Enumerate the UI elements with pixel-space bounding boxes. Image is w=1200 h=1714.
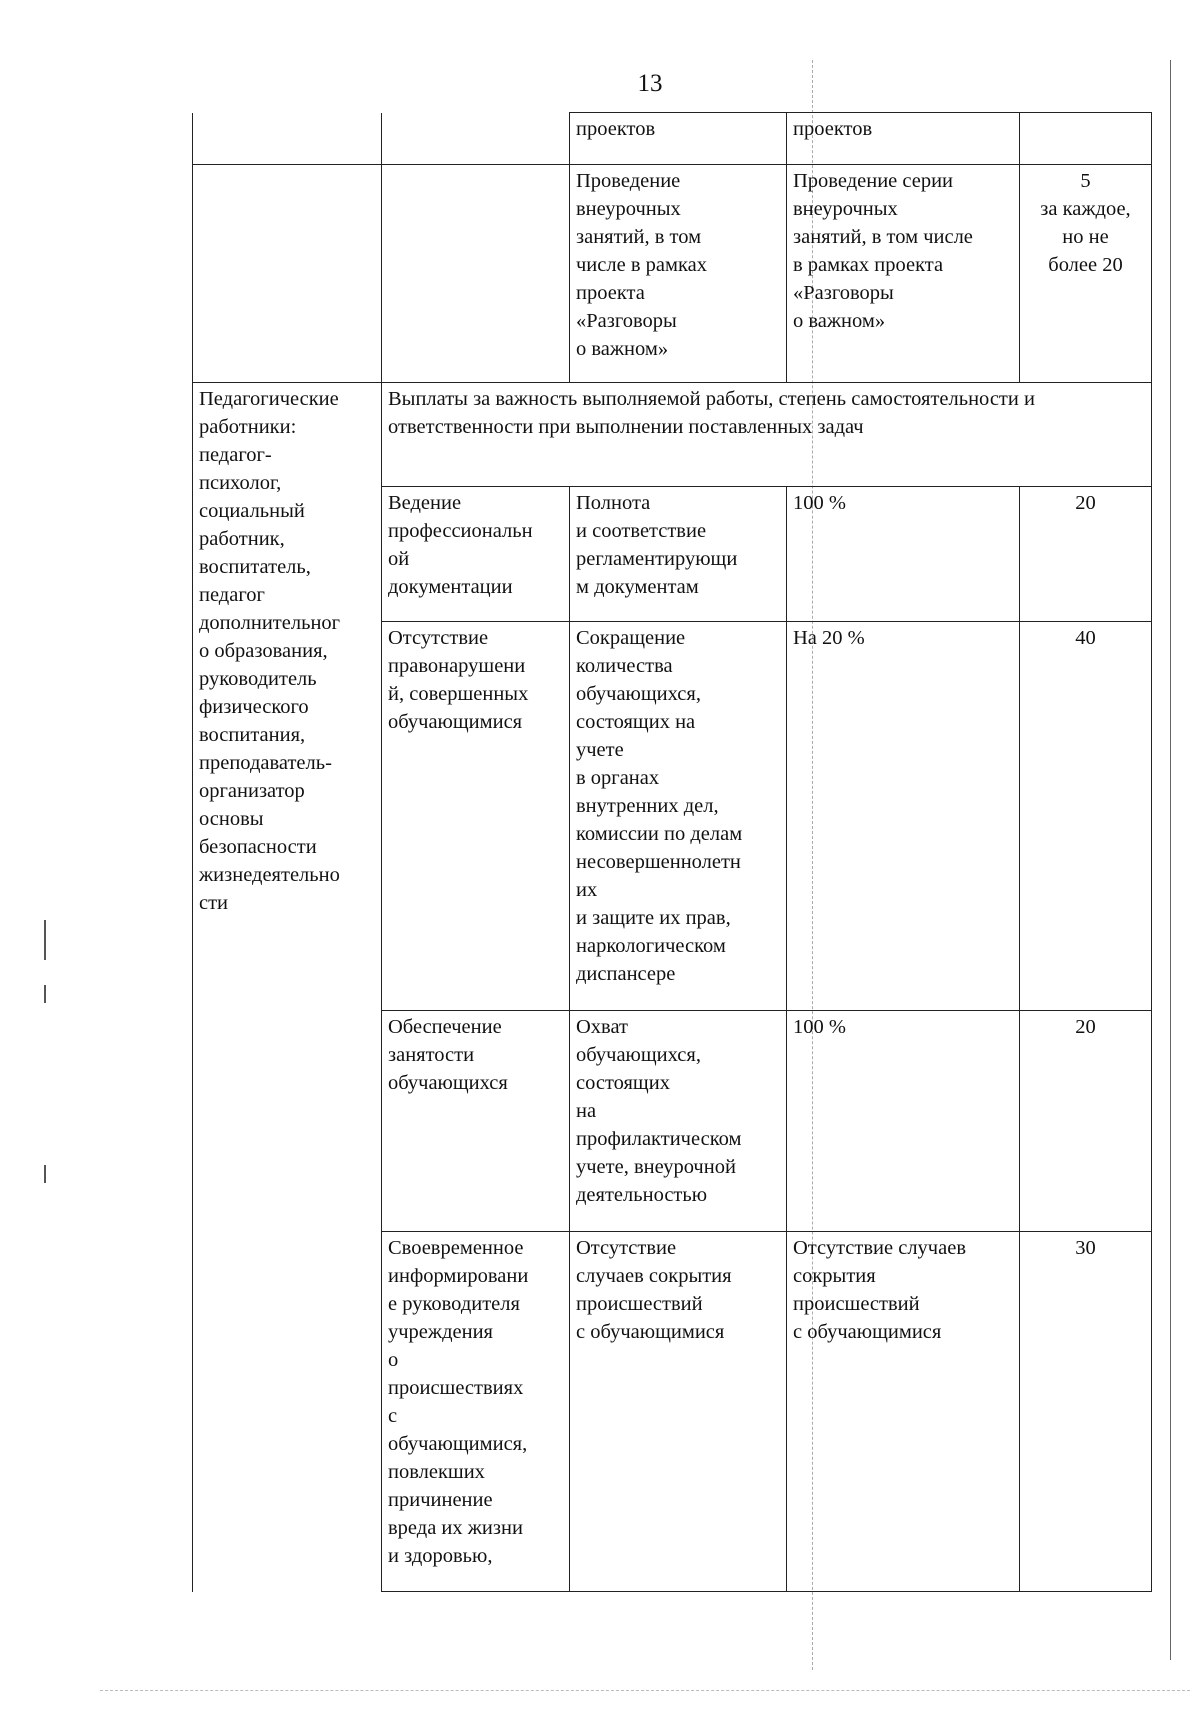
table-cell: Отсутствие правонарушени й, совершенных обучающимися <box>382 622 570 1011</box>
table-cell: 20 <box>1020 1011 1152 1232</box>
criteria-table <box>192 112 1152 1592</box>
page-number: 13 <box>637 70 663 97</box>
table-cell: проектов <box>787 113 1020 165</box>
table-cell: Отсутствие случаев сокрытия происшествий с обучающимися <box>570 1232 787 1592</box>
table-cell <box>193 113 382 165</box>
table-cell <box>382 113 570 165</box>
table-row <box>193 113 1152 165</box>
scan-bottom-marks <box>100 1690 1190 1691</box>
table-cell: Охват обучающихся, состоящих на профилактическом учете, внеурочной деятельностью <box>570 1011 787 1232</box>
section-heading-cell: Выплаты за важность выполняемой работы, степень самостоятельности и ответственности при выполнении поставленных задач <box>382 383 1152 487</box>
table-cell: 30 <box>1020 1232 1152 1592</box>
scan-left-mark <box>44 920 46 960</box>
table-cell: 5 за каждое, но не более 20 <box>1020 165 1152 383</box>
table-row <box>193 383 1152 487</box>
table-cell: Проведение внеурочных занятий, в том числе в рамках проекта «Разговоры о важном» <box>570 165 787 383</box>
table-cell: Полнота и соответствие регламентирующи м документам <box>570 487 787 622</box>
scan-left-mark <box>44 1165 46 1183</box>
table-cell: 100 % <box>787 487 1020 622</box>
table-cell: Сокращение количества обучающихся, состоящих на учете в органах внутренних дел, комиссии по делам несовершеннолетн их и защите их прав, наркологическом диспансере <box>570 622 787 1011</box>
table-row <box>193 165 1152 383</box>
table-cell: Обеспечение занятости обучающихся <box>382 1011 570 1232</box>
table-cell: проектов <box>570 113 787 165</box>
table-cell: Ведение профессиональн ой документации <box>382 487 570 622</box>
table-cell: Проведение серии внеурочных занятий, в том числе в рамках проекта «Разговоры о важном» <box>787 165 1020 383</box>
table-cell: На 20 % <box>787 622 1020 1011</box>
table-cell: 100 % <box>787 1011 1020 1232</box>
table-cell <box>382 165 570 383</box>
staff-category-cell: Педагогические работники: педагог- психолог, социальный работник, воспитатель, педагог дополнительног о образования, руководитель физического воспитания, преподаватель- организатор основы безопасности жизнедеятельно сти <box>193 383 382 1592</box>
table-cell <box>1020 113 1152 165</box>
table-cell: Отсутствие случаев сокрытия происшествий с обучающимися <box>787 1232 1020 1592</box>
table-cell: Своевременное информировани е руководителя учреждения о происшествиях с обучающимися, повлекших причинение вреда их жизни и здоровью, <box>382 1232 570 1592</box>
table-cell: 40 <box>1020 622 1152 1011</box>
scan-margin-line <box>1170 60 1171 1660</box>
scan-left-mark <box>44 985 46 1003</box>
table-cell <box>193 165 382 383</box>
table-cell: 20 <box>1020 487 1152 622</box>
